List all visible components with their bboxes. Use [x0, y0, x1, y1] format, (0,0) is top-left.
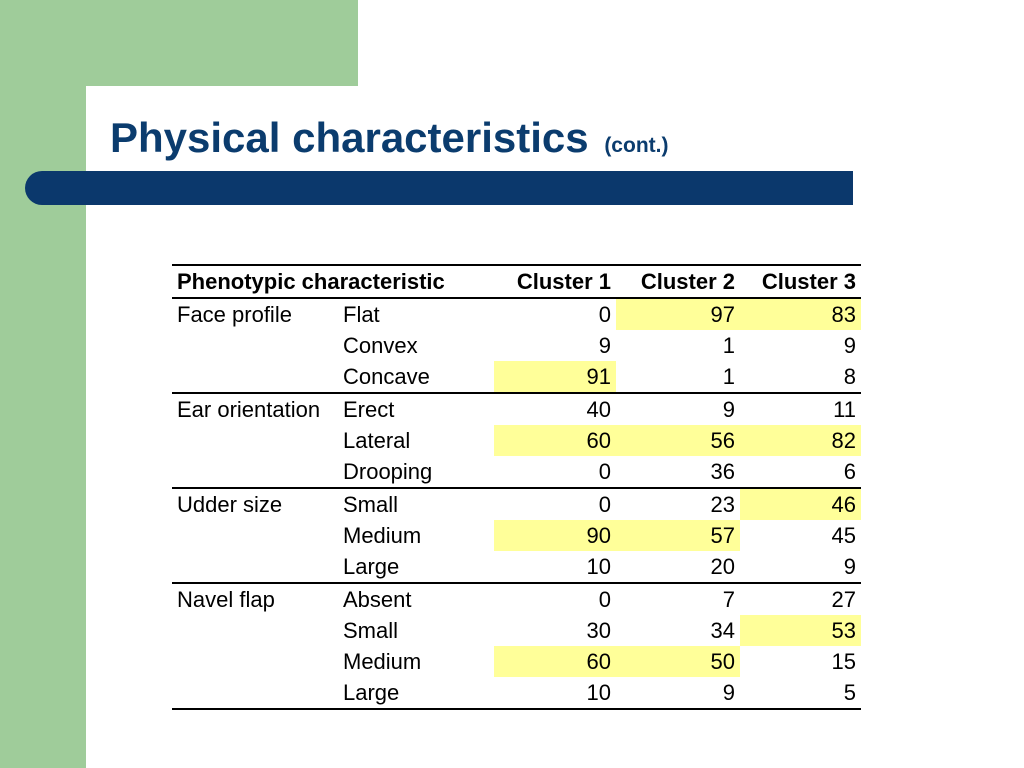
group-empty-cell [172, 677, 338, 709]
table-body [172, 298, 861, 709]
value-cell-cluster-3: 11 [833, 397, 856, 422]
value-cell-cluster-1: 10 [494, 551, 616, 583]
table-row [172, 520, 861, 551]
value-cell-cluster-3: 5 [740, 677, 861, 709]
category-cell: Erect [343, 397, 395, 422]
value-cell-cluster-1: 0 [598, 492, 611, 517]
value-cell-cluster-1: 60 [494, 425, 616, 456]
value-cell-cluster-3: 8 [740, 361, 861, 393]
table-row [172, 393, 861, 425]
value-cell-cluster-1: 9 [598, 333, 611, 358]
value-cell-cluster-1: 91 [494, 361, 616, 393]
value-cell-cluster-1: 0 [598, 587, 611, 612]
table-row [172, 330, 861, 361]
value-cell-cluster-3: 9 [740, 551, 861, 583]
title-underline-bar [25, 171, 853, 205]
group-empty-cell [172, 456, 338, 488]
value-cell-cluster-1: 40 [586, 397, 611, 422]
table-row [172, 425, 861, 456]
decor-green-top [0, 0, 358, 86]
group-empty-cell [172, 330, 338, 361]
group-empty-cell [172, 425, 338, 456]
category-cell: Lateral [343, 428, 411, 453]
category-cell: Medium [343, 649, 422, 674]
category-cell: Drooping [338, 456, 494, 488]
header-cluster-3: Cluster 3 [740, 265, 861, 298]
value-cell-cluster-3: 15 [831, 649, 856, 674]
value-cell-cluster-3: 27 [831, 587, 856, 612]
value-cell-cluster-3: 6 [740, 456, 861, 488]
value-cell-cluster-3: 83 [740, 298, 861, 330]
value-cell-cluster-1: 60 [494, 646, 616, 677]
header-cluster-1: Cluster 1 [494, 265, 616, 298]
category-cell: Large [338, 551, 494, 583]
value-cell-cluster-2: 50 [616, 646, 740, 677]
category-cell: Large [338, 677, 494, 709]
group-name-cell: Navel flap [177, 587, 275, 612]
table-row [172, 488, 861, 520]
value-cell-cluster-3: 53 [740, 615, 861, 646]
table-row [172, 361, 861, 393]
value-cell-cluster-2: 1 [722, 333, 735, 358]
value-cell-cluster-2: 57 [616, 520, 740, 551]
table-row [172, 646, 861, 677]
group-empty-cell [172, 615, 338, 646]
value-cell-cluster-3: 45 [831, 523, 856, 548]
category-cell: Flat [343, 302, 380, 327]
category-cell: Small [343, 492, 399, 517]
value-cell-cluster-2: 23 [710, 492, 735, 517]
value-cell-cluster-2: 34 [710, 618, 735, 643]
value-cell-cluster-2: 56 [616, 425, 740, 456]
value-cell-cluster-2: 20 [616, 551, 740, 583]
slide-title [110, 112, 668, 172]
value-cell-cluster-2: 36 [616, 456, 740, 488]
category-cell: Small [343, 618, 399, 643]
value-cell-cluster-3: 46 [740, 488, 861, 520]
table-row [172, 677, 861, 709]
group-empty-cell [172, 361, 338, 393]
value-cell-cluster-1: 0 [494, 456, 616, 488]
group-name-cell: Face profile [177, 302, 292, 327]
group-empty-cell [172, 520, 338, 551]
header-cluster-2: Cluster 2 [616, 265, 740, 298]
value-cell-cluster-2: 97 [616, 298, 740, 330]
slide-title-main: Physical characteristics [110, 114, 589, 161]
table-row [172, 615, 861, 646]
group-empty-cell [172, 646, 338, 677]
decor-green-left [0, 0, 86, 768]
phenotype-table [172, 264, 861, 710]
value-cell-cluster-2: 7 [722, 587, 735, 612]
group-name-cell: Udder size [177, 492, 283, 517]
category-cell: Convex [343, 333, 418, 358]
table-header-row [172, 265, 861, 298]
value-cell-cluster-2: 9 [722, 397, 735, 422]
value-cell-cluster-1: 0 [598, 302, 611, 327]
value-cell-cluster-2: 9 [616, 677, 740, 709]
value-cell-cluster-1: 10 [494, 677, 616, 709]
group-name-cell: Ear orientation [177, 397, 321, 422]
slide-title-suffix: (cont.) [604, 134, 669, 157]
table-row [172, 551, 861, 583]
category-cell: Medium [343, 523, 422, 548]
value-cell-cluster-2: 1 [616, 361, 740, 393]
table-row [172, 583, 861, 615]
value-cell-cluster-3: 9 [843, 333, 856, 358]
category-cell: Concave [338, 361, 494, 393]
header-phenotypic-characteristic: Phenotypic characteristic [172, 265, 494, 298]
table-row [172, 298, 861, 330]
value-cell-cluster-1: 90 [494, 520, 616, 551]
group-empty-cell [172, 551, 338, 583]
value-cell-cluster-1: 30 [586, 618, 611, 643]
value-cell-cluster-3: 82 [740, 425, 861, 456]
table-row [172, 456, 861, 488]
category-cell: Absent [343, 587, 412, 612]
